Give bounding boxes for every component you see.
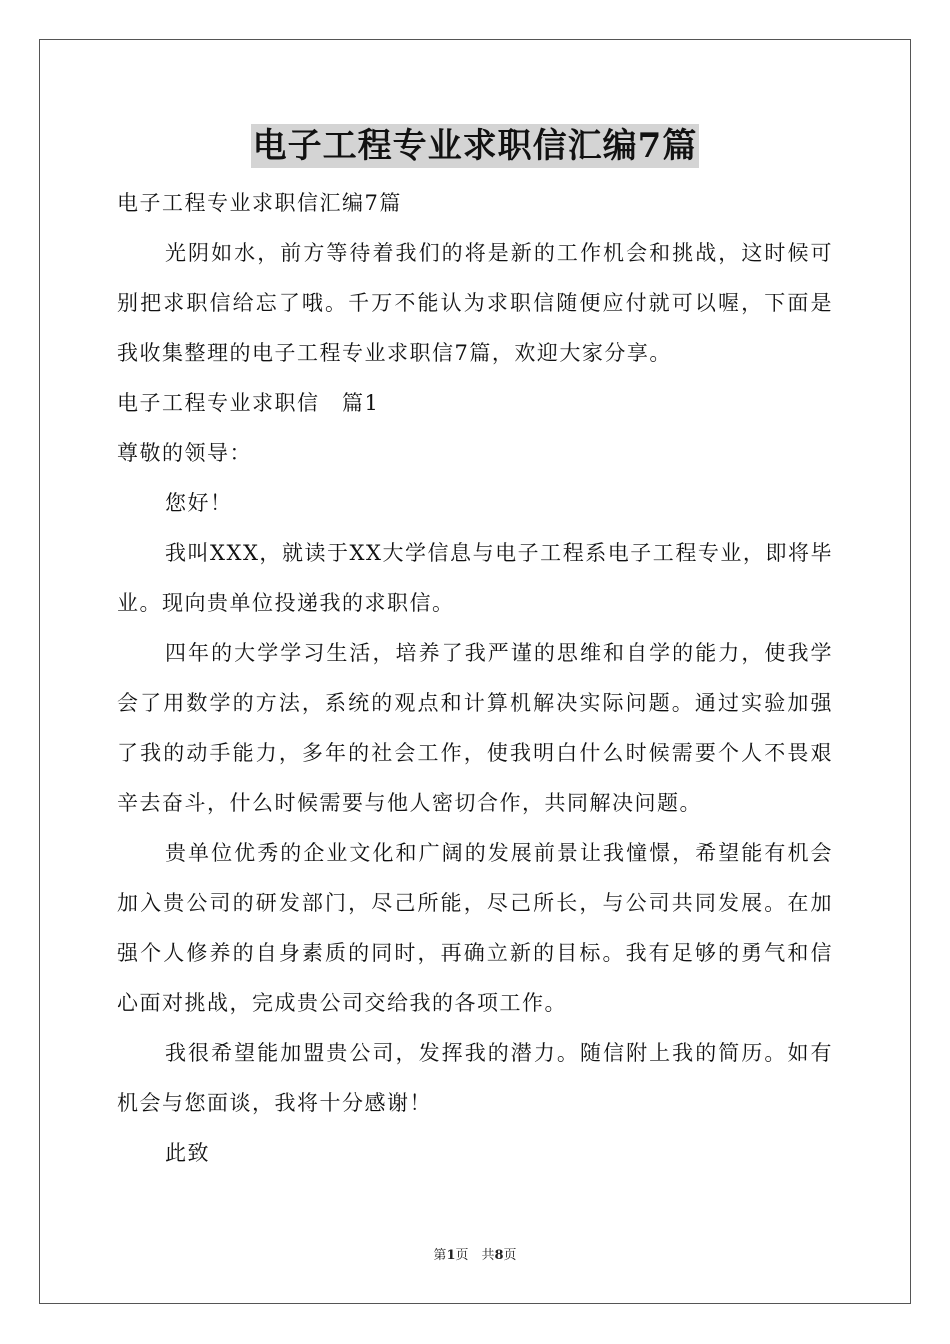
greeting: 您好！ <box>165 491 233 515</box>
footer-suffix: 页 <box>503 1248 517 1263</box>
section-heading: 电子工程专业求职信 篇1 <box>117 391 380 415</box>
document-title: 电子工程专业求职信汇编7篇 <box>252 126 698 166</box>
footer-prefix: 第 <box>433 1248 447 1263</box>
body-paragraph: 我很希望能加盟贵公司，发挥我的潜力。随信附上我的简历。如有机会与您面谈，我将十分感谢！ <box>117 1041 833 1115</box>
current-page-number: 1 <box>446 1248 456 1263</box>
salutation: 尊敬的领导： <box>117 441 252 465</box>
body-paragraph: 我叫XXX，就读于XX大学信息与电子工程系电子工程专业，即将毕业。现向贵单位投递我的求职信。 <box>117 541 833 615</box>
footer-mid: 页 共 <box>455 1248 495 1263</box>
title-container <box>0 124 950 168</box>
subtitle-line: 电子工程专业求职信汇编7篇 <box>117 191 402 215</box>
document-body <box>117 178 833 1178</box>
body-paragraph: 贵单位优秀的企业文化和广阔的发展前景让我憧憬，希望能有机会加入贵公司的研发部门，尽己所能，尽己所长，与公司共同发展。在加强个人修养的自身素质的同时，再确立新的目标。我有足够的勇气和信心面对挑战，完成贵公司交给我的各项工作。 <box>117 841 833 1015</box>
closing-line: 此致 <box>165 1141 210 1165</box>
total-page-number: 8 <box>494 1248 504 1263</box>
intro-paragraph: 光阴如水，前方等待着我们的将是新的工作机会和挑战，这时候可别把求职信给忘了哦。千万不能认为求职信随便应付就可以喔，下面是我收集整理的电子工程专业求职信7篇，欢迎大家分享。 <box>117 241 833 365</box>
page-footer <box>0 1244 950 1263</box>
body-paragraph: 四年的大学学习生活，培养了我严谨的思维和自学的能力，使我学会了用数学的方法，系统的观点和计算机解决实际问题。通过实验加强了我的动手能力，多年的社会工作，使我明白什么时候需要个人不畏艰辛去奋斗，什么时候需要与他人密切合作，共同解决问题。 <box>117 641 833 815</box>
